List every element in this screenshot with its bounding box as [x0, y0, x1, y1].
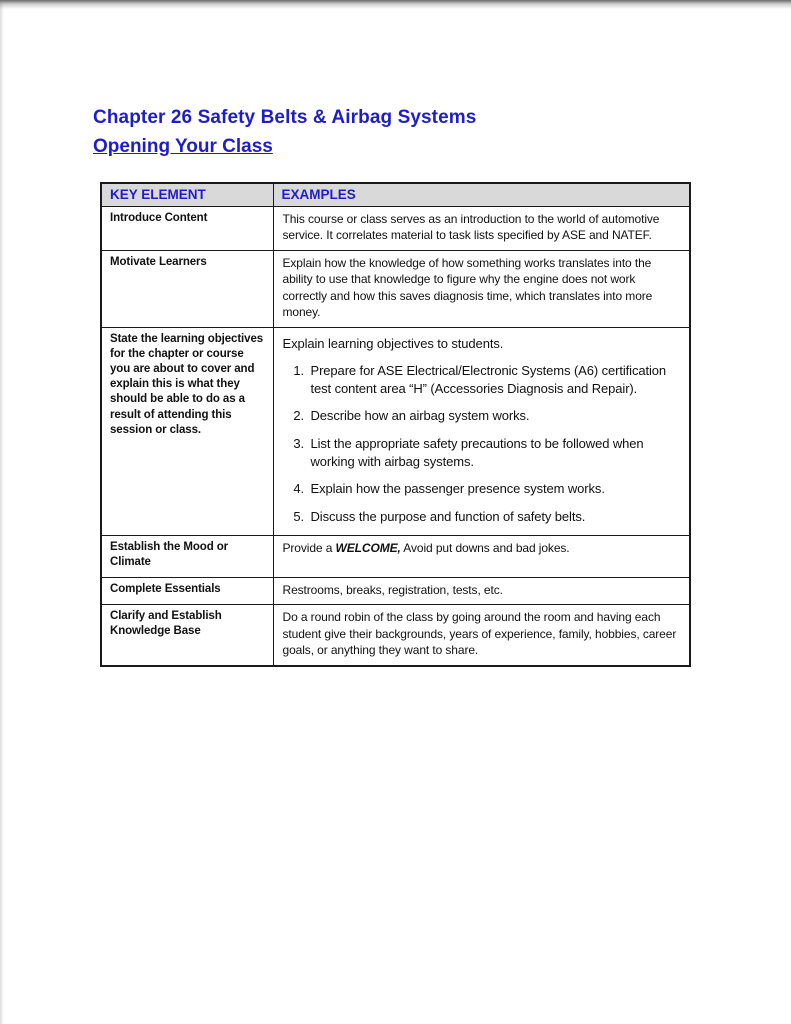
key-cell: Establish the Mood or Climate	[101, 536, 273, 577]
examples-cell: Restrooms, breaks, registration, tests, etc.	[273, 577, 690, 605]
key-cell: Complete Essentials	[101, 577, 273, 605]
objective-item: 1. Prepare for ASE Electrical/Electronic Systems (A6) certification test content area “H” (Accessories Diagnosis and Repair).	[308, 362, 681, 397]
objective-item: 4. Explain how the passenger presence system works.	[308, 480, 681, 498]
examples-cell	[273, 327, 690, 535]
examples-cell: Explain how the knowledge of how something works translates into the ability to use that knowledge to figure why the engine does not work correctly and how this saves diagnosis time, which translates into more money.	[273, 250, 690, 327]
key-cell: Clarify and Establish Knowledge Base	[101, 605, 273, 666]
key-cell: Introduce Content	[101, 206, 273, 250]
table-row-introduce-content	[101, 206, 690, 250]
key-element-table	[100, 182, 691, 667]
objective-item: 5. Discuss the purpose and function of safety belts.	[308, 508, 681, 526]
table-header-row	[101, 183, 690, 207]
objective-item: 2. Describe how an airbag system works.	[308, 407, 681, 425]
page-title: Chapter 26 Safety Belts & Airbag Systems	[93, 107, 477, 128]
examples-cell	[273, 536, 690, 577]
key-cell: Motivate Learners	[101, 250, 273, 327]
objective-item: 3. List the appropriate safety precautions to be followed when working with airbag systems.	[308, 435, 681, 470]
objectives-list	[283, 362, 681, 525]
page-subtitle: Opening Your Class	[93, 135, 273, 157]
table-header-key: KEY ELEMENT	[101, 183, 273, 207]
page-top-edge-shadow	[0, 0, 791, 9]
examples-cell: This course or class serves as an introduction to the world of automotive service. It correlates material to task lists specified by ASE and NATEF.	[273, 206, 690, 250]
mood-text-post: Avoid put downs and bad jokes.	[400, 541, 570, 556]
table-row-learning-objectives	[101, 327, 690, 535]
table-row-motivate-learners	[101, 250, 690, 327]
table-row-knowledge-base	[101, 605, 690, 666]
table-row-complete-essentials	[101, 577, 690, 605]
table-row-establish-mood	[101, 536, 690, 577]
mood-text-pre: Provide a	[282, 541, 336, 556]
examples-cell: Do a round robin of the class by going around the room and having each student give their backgrounds, years of experience, family, hobbies, career goals, or anything they want to share.	[273, 605, 690, 666]
key-cell: State the learning objectives for the chapter or course you are about to cover and explain this is what they should be able to do as a result of attending this session or class.	[101, 327, 273, 535]
table-header-examples: EXAMPLES	[273, 183, 690, 207]
welcome-emphasis: WELCOME,	[335, 541, 401, 556]
objectives-intro: Explain learning objectives to students.	[282, 335, 504, 351]
page-left-edge-shadow	[0, 0, 4, 1024]
